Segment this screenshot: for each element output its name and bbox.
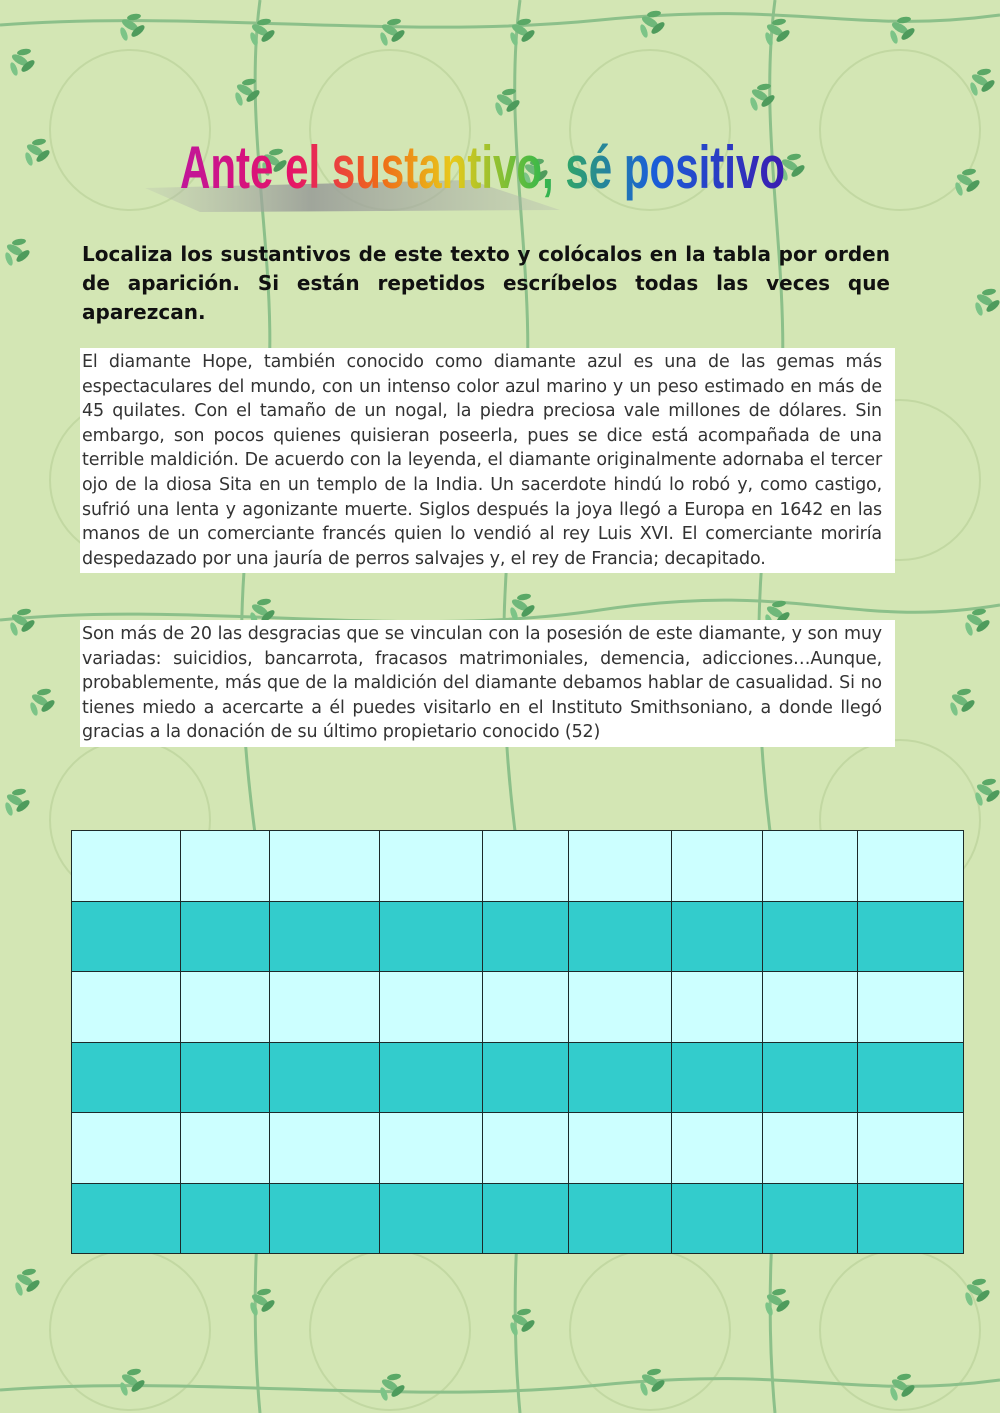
answer-cell[interactable] — [270, 901, 380, 972]
answer-cell[interactable] — [858, 1042, 964, 1113]
answer-cell[interactable] — [270, 1183, 380, 1254]
answer-cell[interactable] — [181, 1183, 270, 1254]
answer-cell[interactable] — [483, 1183, 569, 1254]
answer-cell[interactable] — [270, 1113, 380, 1184]
table-row — [72, 831, 964, 902]
worksheet-title — [140, 110, 860, 220]
answer-cell[interactable] — [763, 1183, 858, 1254]
table-row — [72, 1183, 964, 1254]
answer-cell[interactable] — [72, 1183, 181, 1254]
reading-paragraph-1: El diamante Hope, también conocido como diamante azul es una de las gemas más espectaculares del mundo, con un intenso color azul marino y un peso estimado en más de 45 quilates. Con el tamaño de un nogal, la piedra preciosa vale millones de dólares. Sin embargo, son pocos quienes quisieran poseerla, pues se dice está acompañada de una terrible maldición. De acuerdo con la leyenda, el diamante originalmente adornaba el tercer ojo de la diosa Sita en un templo de la India. Un sacerdote hindú lo robó y, como castigo, sufrió una lenta y agonizante muerte. Siglos después la joya llegó a Europa en 1642 en las manos de un comerciante francés quien lo vendió al rey Luis XVI. El comerciante moriría despedazado por una jauría de perros salvajes y, el rey de Francia; decapitado. — [80, 348, 895, 573]
answer-cell[interactable] — [858, 831, 964, 902]
answer-cell[interactable] — [380, 901, 483, 972]
answer-cell[interactable] — [672, 1113, 763, 1184]
answer-cell[interactable] — [181, 1113, 270, 1184]
answer-cell[interactable] — [483, 831, 569, 902]
table-row — [72, 972, 964, 1043]
table-row — [72, 1113, 964, 1184]
answer-cell[interactable] — [483, 901, 569, 972]
answer-cell[interactable] — [569, 831, 672, 902]
answer-cell[interactable] — [270, 831, 380, 902]
answer-cell[interactable] — [380, 1042, 483, 1113]
table-row — [72, 901, 964, 972]
answer-cell[interactable] — [569, 1113, 672, 1184]
answer-cell[interactable] — [270, 972, 380, 1043]
reading-paragraph-2: Son más de 20 las desgracias que se vinculan con la posesión de este diamante, y son muy variadas: suicidios, bancarrota, fracasos matrimoniales, demencia, adicciones…Aunque, probablemente, más que de la maldición del diamante debamos hablar de casualidad. Si no tienes miedo a acercarte a él puedes visitarlo en el Instituto Smithsoniano, a donde llegó gracias a la donación de su último propietario conocido (52) — [80, 620, 895, 747]
answer-cell[interactable] — [569, 901, 672, 972]
answer-cell[interactable] — [763, 1042, 858, 1113]
answer-cell[interactable] — [72, 972, 181, 1043]
answer-cell[interactable] — [483, 1042, 569, 1113]
answer-cell[interactable] — [569, 1183, 672, 1254]
answer-cell[interactable] — [181, 831, 270, 902]
answer-cell[interactable] — [763, 972, 858, 1043]
answer-cell[interactable] — [380, 831, 483, 902]
answer-cell[interactable] — [181, 901, 270, 972]
answer-cell[interactable] — [72, 901, 181, 972]
answer-cell[interactable] — [72, 1113, 181, 1184]
answer-cell[interactable] — [181, 1042, 270, 1113]
answer-cell[interactable] — [483, 1113, 569, 1184]
answer-cell[interactable] — [672, 1042, 763, 1113]
answer-table — [71, 830, 964, 1254]
answer-cell[interactable] — [858, 1183, 964, 1254]
instructions-text: Localiza los sustantivos de este texto y colócalos en la tabla por orden de aparición. Si están repetidos escríbelos todas las veces que aparezcan. — [82, 242, 890, 324]
answer-cell[interactable] — [569, 972, 672, 1043]
answer-cell[interactable] — [672, 831, 763, 902]
answer-cell[interactable] — [858, 901, 964, 972]
answer-cell[interactable] — [181, 972, 270, 1043]
answer-cell[interactable] — [763, 1113, 858, 1184]
answer-cell[interactable] — [672, 901, 763, 972]
answer-cell[interactable] — [672, 972, 763, 1043]
answer-cell[interactable] — [380, 1183, 483, 1254]
table-row — [72, 1042, 964, 1113]
answer-cell[interactable] — [72, 1042, 181, 1113]
answer-cell[interactable] — [858, 972, 964, 1043]
answer-cell[interactable] — [483, 972, 569, 1043]
answer-cell[interactable] — [858, 1113, 964, 1184]
answer-cell[interactable] — [672, 1183, 763, 1254]
answer-cell[interactable] — [569, 1042, 672, 1113]
answer-cell[interactable] — [763, 901, 858, 972]
answer-cell[interactable] — [72, 831, 181, 902]
answer-cell[interactable] — [763, 831, 858, 902]
answer-cell[interactable] — [380, 1113, 483, 1184]
answer-cell[interactable] — [380, 972, 483, 1043]
answer-cell[interactable] — [270, 1042, 380, 1113]
title-text: Ante el sustantivo, sé positivo — [180, 134, 785, 201]
